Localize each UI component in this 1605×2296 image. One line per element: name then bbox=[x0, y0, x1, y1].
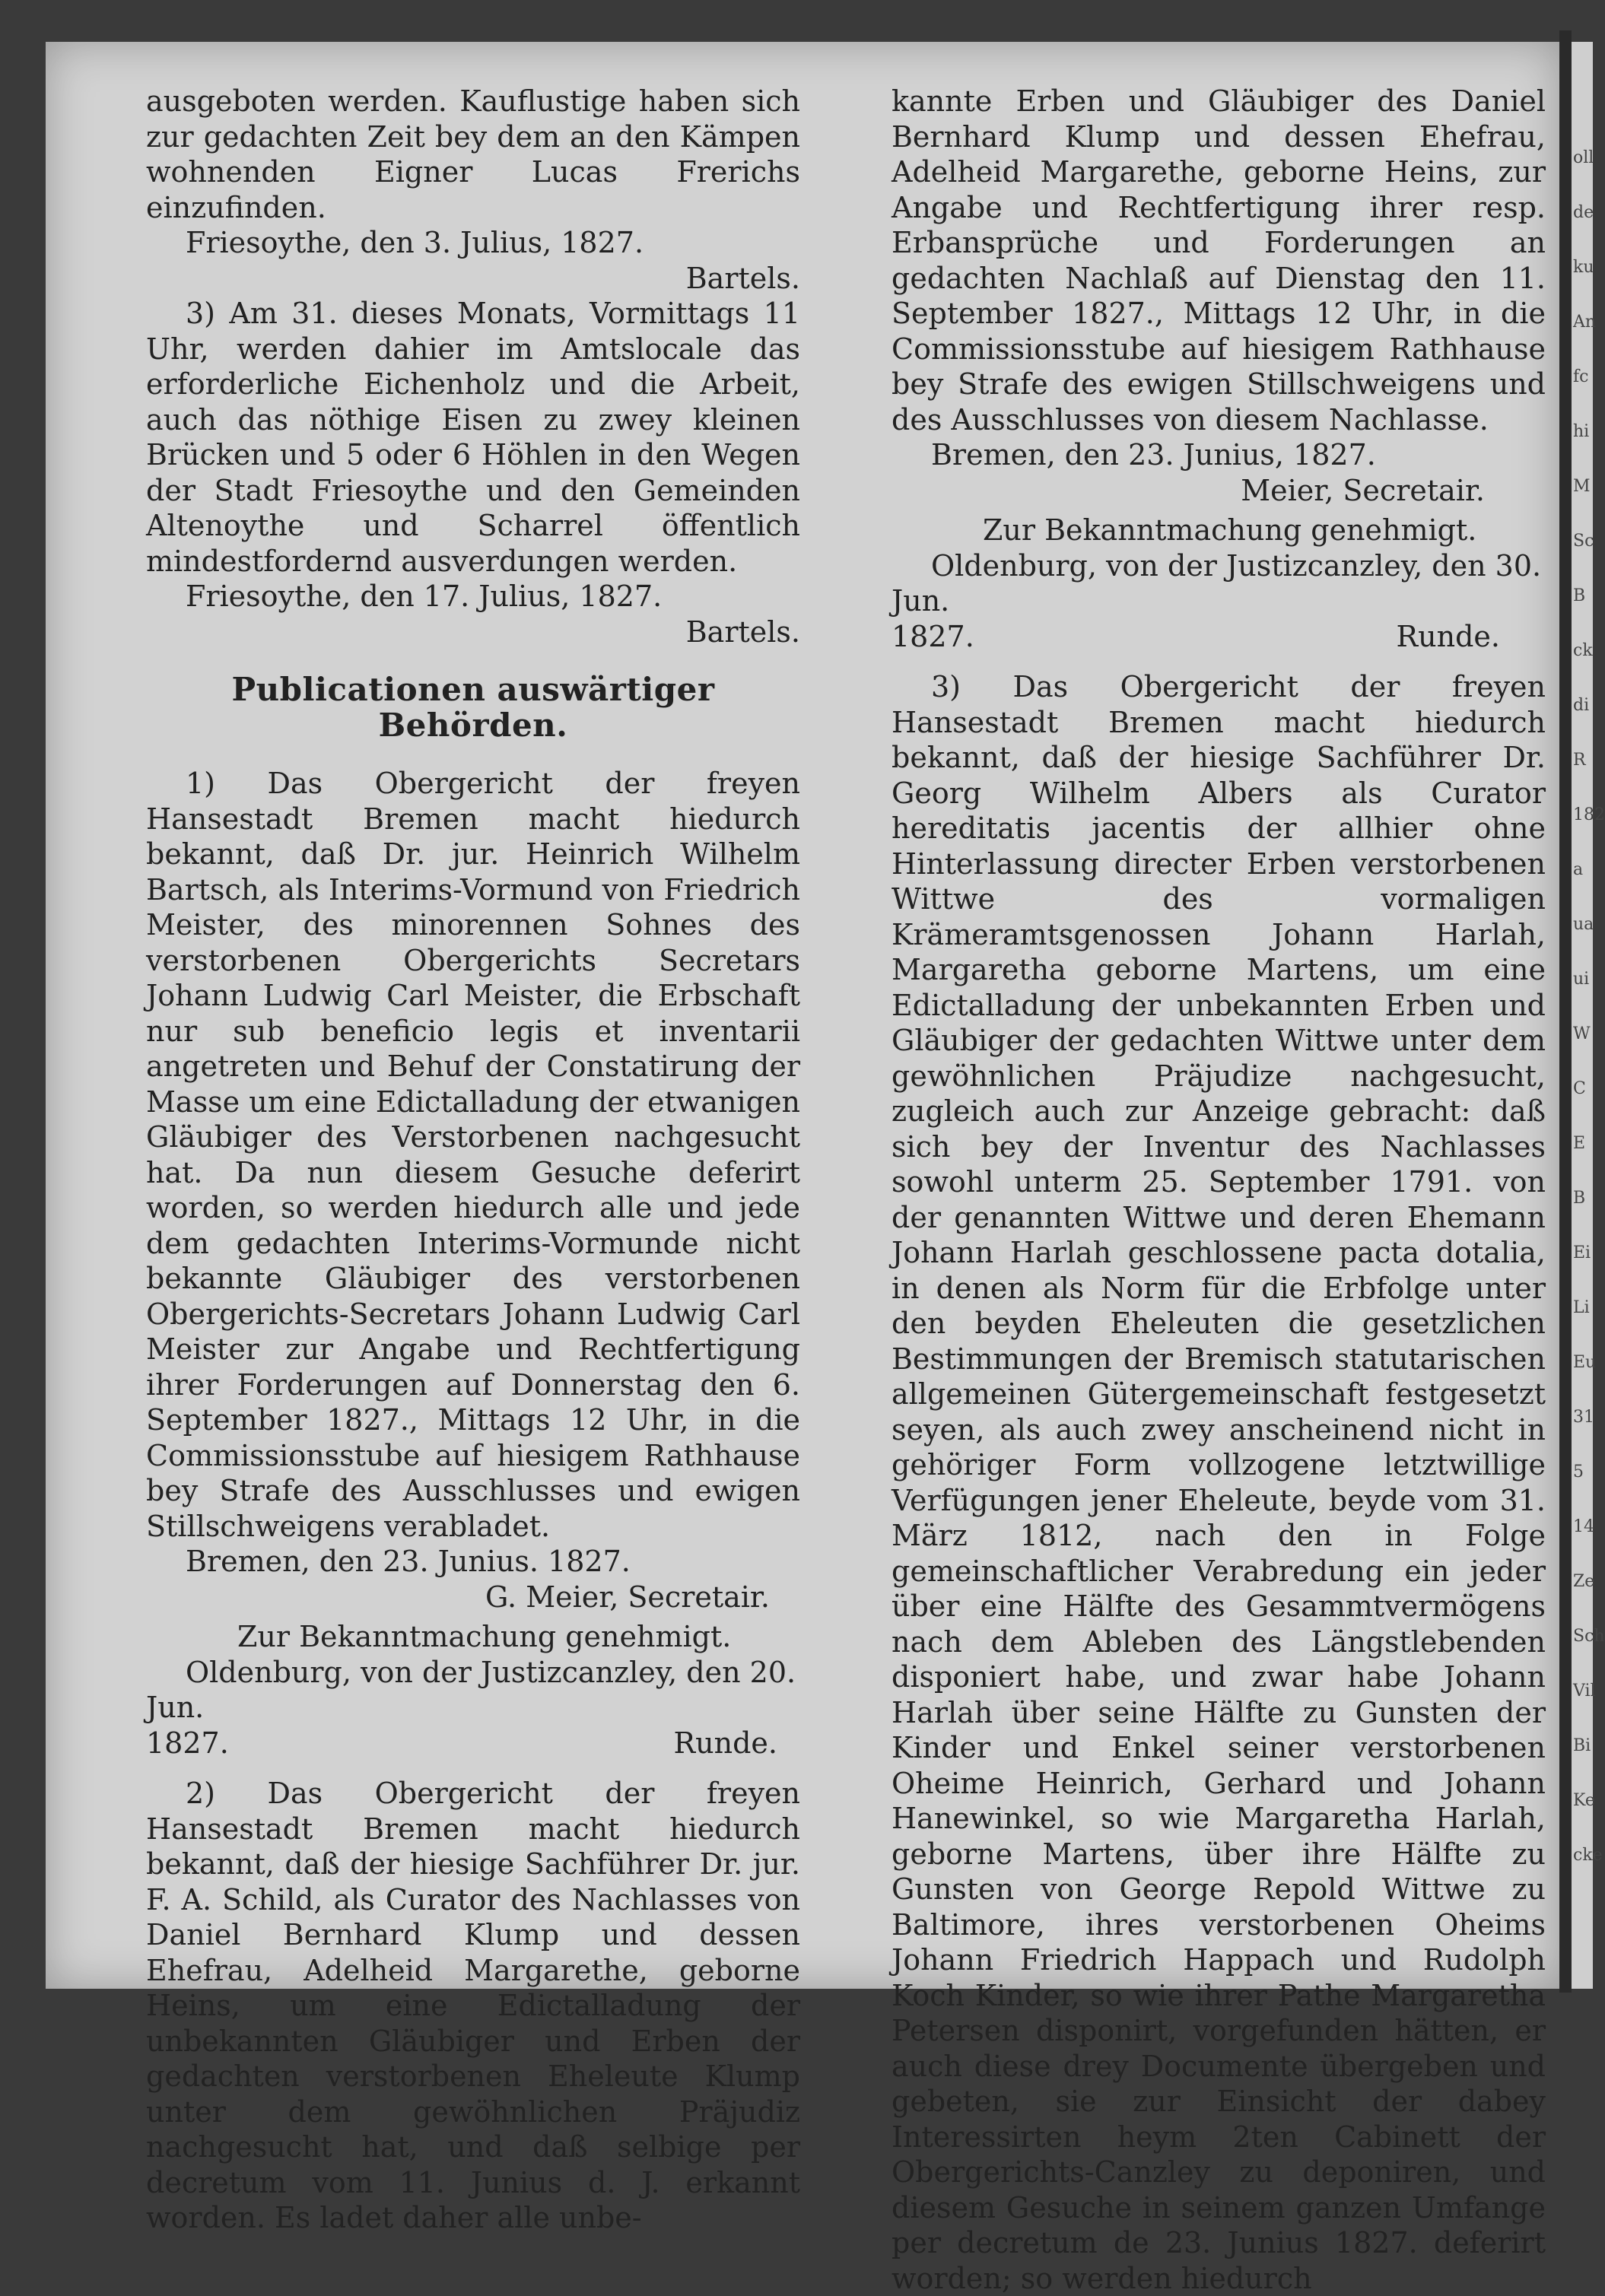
margin-fragment: ku bbox=[1573, 258, 1594, 277]
approval-footer bbox=[146, 1726, 800, 1761]
notice-date: Friesoythe, den 3. Julius, 1827. bbox=[186, 226, 644, 259]
notice-paragraph: 3) Am 31. dieses Monats, Vormittags 11 Uhr, werden dahier im Amtslocale das erforderliche Eichenholz und die Arbeit, auch das nöthige Eisen zu zwey kleinen Brücken und 5 oder 6 Höhlen in den Wegen der Stadt Friesoythe und den Gemeinden Altenoythe und Scharrel öffentlich mindestfordernd ausverdungen werden. bbox=[146, 297, 800, 578]
publication-continuation: kannte Erben und Gläubiger des Daniel Bernhard Klump und dessen Ehefrau, Adelheid Margarethe, geborne Heins, zur Angabe und Rechtfertigung ihrer resp. Erbansprüche und Forderungen an gedachten Nachlaß auf Dienstag den 11. September 1827., Mittags 12 Uhr, in die Commissionsstube auf hiesigem Rathhause bey Strafe des ewigen Stillschweigens und des Ausschlusses von diesem Nachlasse. bbox=[891, 84, 1546, 437]
publication-signature: G. Meier, Secretair. bbox=[485, 1580, 770, 1614]
publication-date: Bremen, den 23. Junius, 1827. bbox=[931, 438, 1376, 472]
left-column bbox=[146, 84, 800, 2236]
margin-fragment: fc bbox=[1573, 367, 1589, 386]
margin-fragment: B bbox=[1573, 1189, 1586, 1208]
margin-fragment: Ze bbox=[1573, 1572, 1595, 1591]
approval-year: 1827. bbox=[891, 619, 974, 653]
publication-date: Bremen, den 23. Junius. 1827. bbox=[186, 1545, 631, 1578]
approval-place: Oldenburg, von der Justizcanzley, den 20. Jun. bbox=[146, 1655, 796, 1724]
approval-footer bbox=[891, 619, 1546, 655]
publication-paragraph: 3) Das Obergericht der freyen Hansestadt Bremen macht hiedurch bekannt, daß der hiesige Sachführer Dr. Georg Wilhelm Albers als Curator hereditatis jacentis der allhier ohne Hinterlassung directer Erben verstorbenen Wittwe des vormaligen Krämeramtsgenossen Johann Harlah, Margaretha geborne Martens, um eine Edictalladung der unbekannten Erben und Gläubiger der gedachten Wittwe unter dem gewöhnlichen Präjudize nachgesucht, zugleich auch zur Anzeige gebracht: daß sich bey der Inventur des Nachlasses sowohl unterm 25. September 1791. von der genannten Wittwe und deren Ehemann Johann Harlah geschlossene pacta dotalia, in denen als Norm für die Erbfolge unter den beyden Eheleuten die gesetzlichen Bestimmungen der Bremisch statutarischen allgemeinen Gütergemeinschaft festgesetzt seyen, als auch zwey anscheinend nicht in gehöriger Form vollzogene letztwillige Verfügungen jener Eheleute, beyde vom 31. März 1812, nach den in Folge gemeinschaftlicher Verabredung ein jeder über eine Hälfte des Gesammtvermögens nach dem Ableben des Längstlebenden disponiert habe, und zwar habe Johann Harlah über seine Hälfte zu Gunsten der Kinder und Enkel seiner verstorbenen Oheime Heinrich, Gerhard und Johann Hanewinkel, so wie Margaretha Harlah, geborne Martens, über ihre Hälfte zu Gunsten von George Repold Wittwe zu Baltimore, ihres verstorbenen Oheims Johann Friedrich Happach und Rudolph Koch Kinder, so wie ihrer Pathe Margaretha Petersen disponirt, vorgefunden hätten, er auch diese drey Documente übergeben und gebeten, sie zur Einsicht der dabey Interessirten heym 2ten Cabinett der Obergerichts-Canzley zu deponiren, und diesem Gesuche in seinem ganzen Umfange per decretum de 23. Junius 1827. deferirt worden; so werden hiedurch bbox=[891, 670, 1546, 2295]
margin-fragment: R bbox=[1573, 751, 1586, 770]
margin-fragment: 182 bbox=[1573, 805, 1605, 824]
approval-place: Oldenburg, von der Justizcanzley, den 30. Jun. bbox=[891, 548, 1542, 618]
margin-fragment: An bbox=[1573, 313, 1597, 332]
book-gutter bbox=[1559, 30, 1572, 1993]
approval-note: Zur Bekanntmachung genehmigt. bbox=[983, 513, 1477, 547]
margin-fragment: C bbox=[1573, 1079, 1586, 1098]
margin-fragment: Ke bbox=[1573, 1791, 1595, 1810]
approval-note: Zur Bekanntmachung genehmigt. bbox=[237, 1620, 732, 1653]
margin-fragment: a bbox=[1573, 860, 1584, 879]
margin-fragment: ua bbox=[1573, 915, 1594, 934]
approval-year: 1827. bbox=[146, 1726, 229, 1760]
publication-signature: Meier, Secretair. bbox=[1241, 473, 1485, 507]
notice-signature: Bartels. bbox=[685, 261, 800, 295]
notice-continuation: ausgeboten werden. Kauflustige haben sich zur gedachten Zeit bey dem an den Kämpen wohnenden Eigner Lucas Frerichs einzufinden. bbox=[146, 84, 800, 224]
margin-fragment: 31 bbox=[1573, 1408, 1594, 1427]
approval-name: Runde. bbox=[673, 1726, 777, 1760]
margin-fragment: ui bbox=[1573, 970, 1590, 989]
margin-fragment: Sc bbox=[1573, 532, 1594, 551]
publication-paragraph: 1) Das Obergericht der freyen Hansestadt Bremen macht hiedurch bekannt, daß Dr. jur. Heinrich Wilhelm Bartsch, als Interims-Vormund von Friedrich Meister, des minorennen Sohnes des verstorbenen Obergerichts Secretars Johann Ludwig Carl Meister, die Erbschaft nur sub beneficio legis et inventarii angetreten und Behuf der Constatirung der Masse um eine Edictalladung der etwanigen Gläubiger des Verstorbenen nachgesucht hat. Da nun diesem Gesuche deferirt worden, so werden hiedurch alle und jede dem gedachten Interims-Vormunde nicht bekannte Gläubiger des verstorbenen Obergerichts-Secretars Johann Ludwig Carl Meister zur Angabe und Rechtfertigung ihrer Forderungen auf Donnerstag den 6. September 1827., Mittags 12 Uhr, in die Commissionsstube auf hiesigem Rathhause bey Strafe des Ausschlusses und ewigen Stillschweigens verabladet. bbox=[146, 767, 800, 1543]
margin-fragment: Ei bbox=[1573, 1243, 1591, 1262]
margin-fragment: Bi bbox=[1573, 1736, 1591, 1755]
approval-name: Runde. bbox=[1396, 619, 1500, 653]
section-heading: Publicationen auswärtiger Behörden. bbox=[231, 671, 715, 744]
right-column bbox=[891, 84, 1546, 2296]
margin-fragment: Sch bbox=[1573, 1627, 1605, 1646]
notice-date: Friesoythe, den 17. Julius, 1827. bbox=[186, 580, 663, 613]
margin-fragment: cke bbox=[1573, 1846, 1603, 1865]
publication-paragraph: 2) Das Obergericht der freyen Hansestadt Bremen macht hiedurch bekannt, daß der hiesige Sachführer Dr. jur. F. A. Schild, als Curator des Nachlasses von Daniel Bernhard Klump und dessen Ehefrau, Adelheid Margarethe, geborne Heins, um eine Edictalladung der unbekannten Gläubiger und Erben der gedachten verstorbenen Eheleute Klump unter dem gewöhnlichen Präjudiz nachgesucht hat, und daß selbige per decretum vom 11. Junius d. J. erkannt worden. Es ladet daher alle unbe- bbox=[146, 1777, 800, 2234]
margin-fragment: hi bbox=[1573, 422, 1590, 441]
margin-fragment: 5 bbox=[1573, 1462, 1584, 1481]
margin-fragment: M bbox=[1573, 477, 1591, 496]
margin-fragment: B bbox=[1573, 586, 1586, 605]
adjacent-page-edge bbox=[1572, 42, 1605, 1989]
margin-fragment: Li bbox=[1573, 1298, 1590, 1317]
notice-signature: Bartels. bbox=[685, 614, 800, 649]
margin-fragment: E bbox=[1573, 1134, 1586, 1153]
margin-fragment: di bbox=[1573, 696, 1590, 715]
margin-fragment: W bbox=[1573, 1024, 1591, 1043]
margin-fragment: ck bbox=[1573, 641, 1593, 660]
margin-fragment: oll bbox=[1573, 148, 1594, 167]
margin-fragment: de bbox=[1573, 203, 1594, 222]
margin-fragment: Eu bbox=[1573, 1353, 1597, 1372]
margin-fragment: 14 bbox=[1573, 1517, 1594, 1536]
margin-fragment: Vil bbox=[1573, 1682, 1596, 1701]
